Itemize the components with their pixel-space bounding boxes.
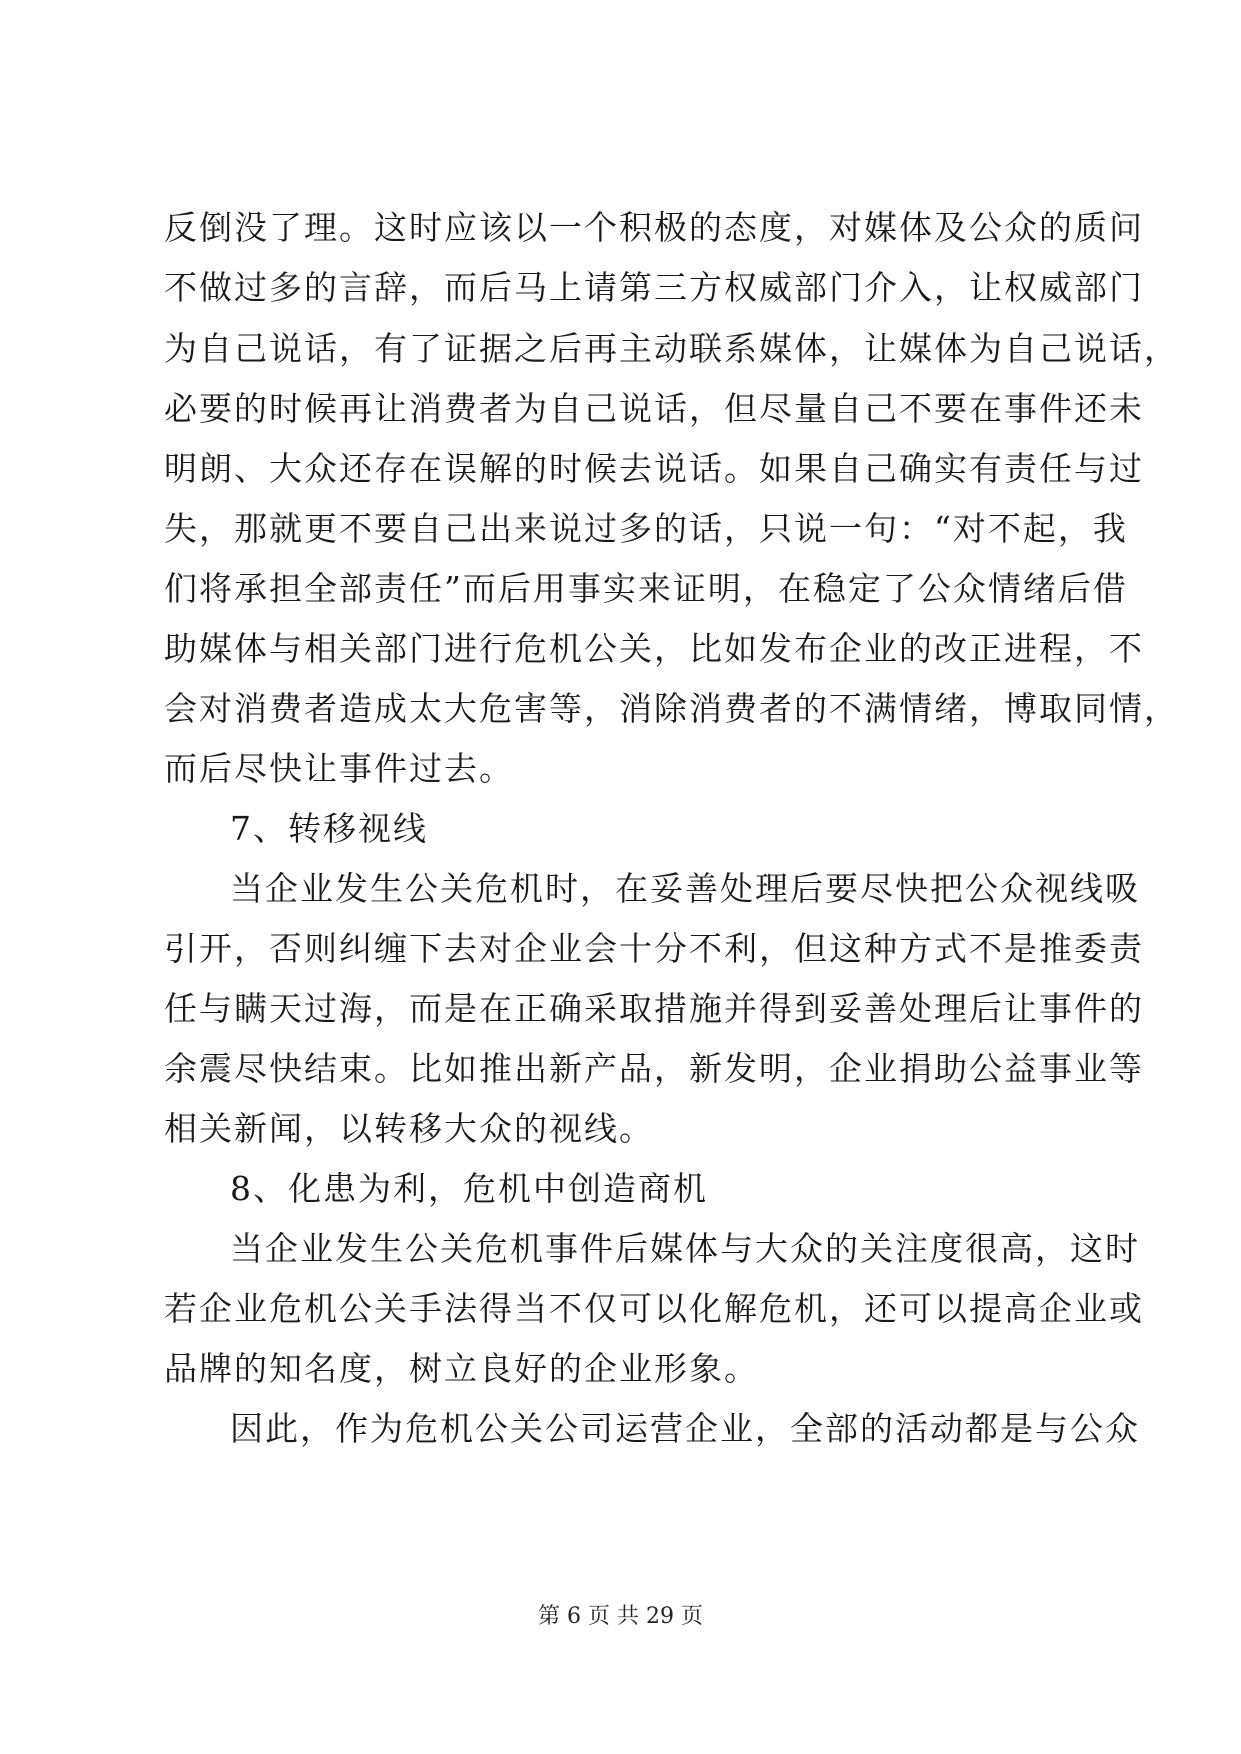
body-line: 助媒体与相关部门进行危机公关，比如发布企业的改正进程，不 [164, 629, 1144, 668]
body-line: 任与瞒天过海，而是在正确采取措施并得到妥善处理后让事件的 [164, 989, 1144, 1028]
paragraph-start-line: 因此，作为危机公关公司运营企业，全部的活动都是与公众 [230, 1409, 1140, 1448]
body-line: 们将承担全部责任”而后用事实来证明，在稳定了公众情绪后借 [164, 569, 1128, 608]
body-line: 明朗、大众还存在误解的时候去说话。如果自己确实有责任与过 [164, 449, 1144, 488]
page-number-footer: 第 6 页 共 29 页 [538, 1604, 703, 1629]
paragraph-start-line: 当企业发生公关危机时，在妥善处理后要尽快把公众视线吸 [230, 869, 1140, 908]
section-heading: 7、转移视线 [230, 809, 428, 848]
body-line: 会对消费者造成太大危害等，消除消费者的不满情绪，博取同情， [164, 689, 1179, 728]
body-line: 失，那就更不要自己出来说过多的话，只说一句：“对不起，我 [164, 509, 1128, 548]
body-line: 余震尽快结束。比如推出新产品，新发明，企业捐助公益事业等 [164, 1049, 1144, 1088]
body-line: 反倒没了理。这时应该以一个积极的态度，对媒体及公众的质问 [164, 208, 1144, 247]
body-line: 必要的时候再让消费者为自己说话，但尽量自己不要在事件还未 [164, 389, 1144, 428]
body-line: 不做过多的言辞，而后马上请第三方权威部门介入，让权威部门 [164, 268, 1144, 307]
body-line: 为自己说话，有了证据之后再主动联系媒体，让媒体为自己说话， [164, 329, 1179, 368]
body-line: 而后尽快让事件过去。 [164, 749, 514, 788]
body-line: 相关新闻，以转移大众的视线。 [164, 1109, 654, 1148]
paragraph-start-line: 当企业发生公关危机事件后媒体与大众的关注度很高，这时 [230, 1229, 1140, 1268]
section-heading: 8、化患为利，危机中创造商机 [230, 1169, 708, 1208]
body-line: 品牌的知名度，树立良好的企业形象。 [164, 1349, 759, 1388]
body-line: 引开，否则纠缠下去对企业会十分不利，但这种方式不是推委责 [164, 929, 1144, 968]
body-line: 若企业危机公关手法得当不仅可以化解危机，还可以提高企业或 [164, 1289, 1144, 1328]
